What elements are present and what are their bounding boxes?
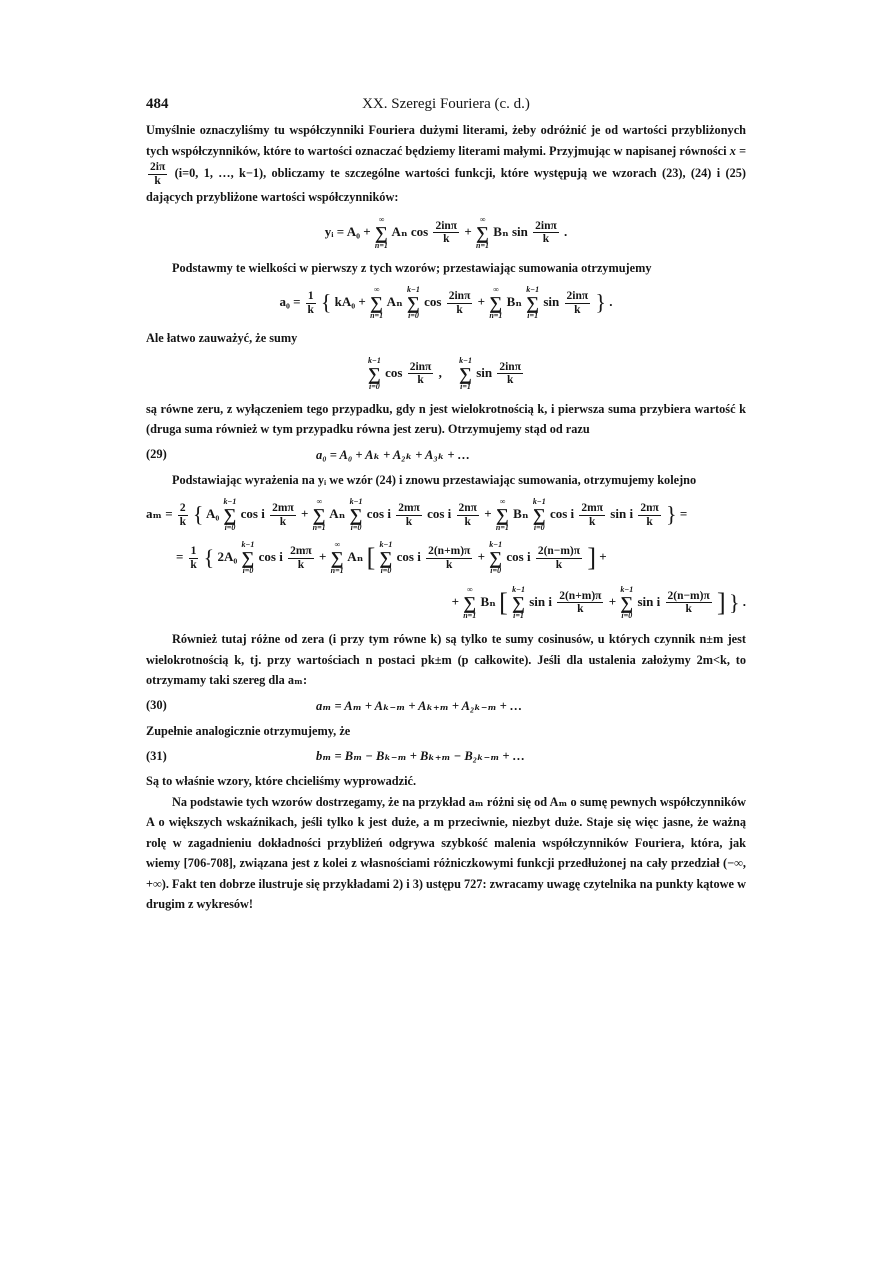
paragraph-1-text-a: Umyślnie oznaczyliśmy tu współczynniki Fouriera dużymi literami, żeby odróżnić je od wartości przybliżonych tych współczynników, które to wartości oznaczać będziemy literami małymi. Przyjmując w napisanej równości [146, 123, 746, 158]
sum-symbol: ∞ ∑ n=1 [374, 214, 388, 250]
fraction: 2inπ k [499, 360, 522, 387]
sum-symbol: ∞ ∑ n=1 [463, 584, 477, 620]
sum-symbol: ∞ ∑ n=1 [489, 285, 503, 321]
sum-symbol: ∞ ∑ n=1 [312, 497, 326, 533]
equation-number: (29) [146, 447, 167, 462]
fraction: $\frac{2(n-m)\pi}{k}$ [537, 545, 581, 571]
fraction: $\frac{2n\pi}{k}$ [640, 502, 659, 528]
paragraph-1-text-b: (i=0, 1, …, k−1), obliczamy te szczególne wartości funkcji, które występują we wzorach (23), (24) i (25) dających przybliżone wartości współczynników: [146, 165, 746, 205]
fraction: 2inπ k [435, 219, 458, 246]
fraction: 2inπ k [566, 290, 589, 316]
fraction-denominator: k [154, 174, 161, 187]
equation-y: yᵢ = A₀ + ∞ ∑ n=1 Aₙ cos 2inπ k + ∞ ∑ n=1 Bₙ sin 2inπ k . [324, 214, 568, 250]
sum-symbol: k−1 ∑ i=1 [526, 285, 540, 321]
equation-expression: a₀ = A₀ + Aₖ + A₂ₖ + A₃ₖ + … [316, 447, 471, 462]
paragraph-1 [146, 120, 746, 208]
fraction: $\frac{2m\pi}{k}$ [290, 545, 312, 571]
paragraph-7: Zupełnie analogicznie otrzymujemy, że [146, 723, 351, 738]
sum-symbol: k−1 ∑ i=0 [223, 497, 237, 533]
fraction: $\frac{2(n+m)\pi}{k}$ [559, 589, 602, 616]
fraction-2ipi-k [148, 161, 167, 187]
paragraph-6: Również tutaj różne od zera (i przy tym równe k) są tylko te sumy cosinusów, u których czynnik n±m jest wielokrotnością k, tj. przy wartościach n postaci pk±m (p całkowite). Jeśli dla ustalenia założymy 2m<k, to otrzymamy taki szereg dla aₘ: [146, 632, 746, 688]
fraction: 2inπ k [535, 219, 557, 246]
equation-sums: k−1 ∑ i=0 cos 2inπ k , k−1 ∑ i=1 sin 2inπ k [367, 355, 522, 391]
fraction: $\frac{2(n-m)\pi}{k}$ [667, 589, 710, 616]
fraction: $\frac{1}{k}$ [190, 545, 197, 571]
fraction: $\frac{2n\pi}{k}$ [458, 502, 477, 528]
page [146, 96, 746, 915]
equation-a0: a₀ = $\frac{1}{k}$ { kA₀ + ∞ ∑ n=1 Aₙ k−1 ∑ i=0 cos 2inπ k + ∞ ∑ n=1 Bₙ k−1 ∑ i=1 sin 2inπ k } . [279, 285, 613, 321]
x-equals: x = [729, 143, 747, 158]
equation-31 [146, 748, 746, 764]
equation-expression: aₘ = Aₘ + Aₖ₋ₘ + Aₖ₊ₘ + A₂ₖ₋ₘ + … [316, 698, 523, 713]
sum-symbol: k−1 ∑ i=0 [379, 540, 393, 576]
paragraph-2: Podstawmy te wielkości w pierwszy z tych wzorów; przestawiając sumowania otrzymujemy [172, 260, 652, 275]
eq-y-term-sin: Bₙ sin [493, 223, 528, 239]
eq-y-term-cos: Aₙ cos [391, 223, 429, 239]
sum-symbol: k−1 ∑ i=0 [489, 540, 503, 576]
sum-symbol: k−1 ∑ i=1 [459, 355, 472, 391]
equation-am-line-1: aₘ = $\frac{2}{k}$ { A₀ k−1 ∑ i=0 cos i $\frac{2m\pi}{k}$ + ∞ ∑ n=1 Aₙ k−1 ∑ i=0 cos i $\frac{2m\pi}{k}$ cos i $\frac{2n\pi}{k}$ + ∞ ∑ n=1 Bₙ k−1 ∑ i=0 cos i $\frac{2m\pi}{k}$ sin i $\frac{2n\pi}{k}$ } = [146, 497, 688, 533]
paragraph-3: Ale łatwo zauważyć, że sumy [146, 331, 298, 346]
running-title: XX. Szeregi Fouriera (c. d.) [362, 96, 530, 112]
paragraph-9: Na podstawie tych wzorów dostrzegamy, że na przykład aₘ różni się od Aₘ o sumę pewnych współczynników A o większych wskaźnikach, jeśli tylko k jest duże, a m przeciwnie, niezbyt duże. Staje się więc jasne, że ważną rolę w zagadnieniu dokładności przybliżeń odgrywa szybkość malenia współczynników Fouriera, która, jak wiemy [706-708], związana jest z kolei z własnościami różniczkowymi funkcji przedłużonej na cały przedział (−∞, +∞). Fakt ten dobrze ilustruje się przykładami 2) i 3) ustępu 727: zwracamy uwagę czytelnika na punkty kątowe w drugim z wykresów! [146, 794, 746, 912]
fraction-numerator: 2iπ [150, 161, 166, 173]
equation-30 [146, 698, 746, 714]
sum-symbol: k−1 ∑ i=1 [512, 584, 525, 620]
eq-y-lhs: yᵢ = A₀ + [324, 223, 371, 239]
equation-am-line-2: = $\frac{1}{k}$ { 2A₀ k−1 ∑ i=0 cos i $\frac{2m\pi}{k}$ + ∞ ∑ n=1 Aₙ [ k−1 ∑ i=0 cos i $\frac{2(n+m)\pi}{k}$ + k−1 ∑ i=0 cos i $\frac{2(n-m)\pi}{k}$ ] + [176, 540, 607, 576]
sum-symbol: ∞ ∑ n=1 [476, 214, 490, 250]
equation-expression: bₘ = Bₘ − Bₖ₋ₘ + Bₖ₊ₘ − B₂ₖ₋ₘ + … [316, 749, 526, 764]
sum-symbol: k−1 ∑ i=0 [407, 285, 420, 321]
sum-symbol: k−1 ∑ i=0 [349, 497, 363, 533]
page-number: 484 [146, 96, 169, 112]
equation-number: (31) [146, 748, 167, 763]
equation-am-line-3: + ∞ ∑ n=1 Bₙ [ k−1 ∑ i=1 sin i $\frac{2(n+m)\pi}{k}$ + k−1 ∑ i=0 sin i $\frac{2(n-m)\pi}{k}$ ] } . [451, 584, 746, 620]
sum-symbol: ∞ ∑ n=1 [495, 497, 509, 533]
fraction: 2inπ k [448, 290, 471, 316]
sum-symbol: k−1 ∑ i=0 [241, 540, 255, 576]
fraction: $\frac{2}{k}$ [179, 502, 186, 528]
equation-29 [146, 447, 746, 463]
fraction: 2inπ k [409, 360, 432, 387]
fraction: $\frac{1}{k}$ [307, 290, 314, 316]
fraction: $\frac{2(n+m)\pi}{k}$ [428, 545, 471, 571]
sum-symbol: k−1 ∑ i=0 [620, 584, 634, 620]
sum-symbol: k−1 ∑ i=0 [367, 355, 381, 391]
sum-symbol: k−1 ∑ i=0 [532, 497, 546, 533]
paragraph-5: Podstawiając wyrażenia na yᵢ we wzór (24) i znowu przestawiając sumowania, otrzymujemy kolejno [172, 472, 697, 487]
sum-symbol: ∞ ∑ n=1 [370, 285, 384, 321]
equation-number: (30) [146, 698, 167, 713]
eq-y-plus: + [464, 223, 472, 239]
sum-symbol: ∞ ∑ n=1 [330, 540, 344, 576]
page-header [146, 96, 746, 120]
fraction: $\frac{2m\pi}{k}$ [581, 502, 604, 528]
paragraph-4: są równe zeru, z wyłączeniem tego przypadku, gdy n jest wielokrotnością k, i pierwsza suma przybiera wartość k (druga suma również w tym przypadku równa jest zeru). Otrzymujemy stąd od razu [146, 401, 746, 437]
fraction: $\frac{2m\pi}{k}$ [272, 502, 294, 528]
fraction: $\frac{2m\pi}{k}$ [398, 502, 420, 528]
paragraph-8: Są to właśnie wzory, które chcieliśmy wyprowadzić. [146, 774, 417, 789]
